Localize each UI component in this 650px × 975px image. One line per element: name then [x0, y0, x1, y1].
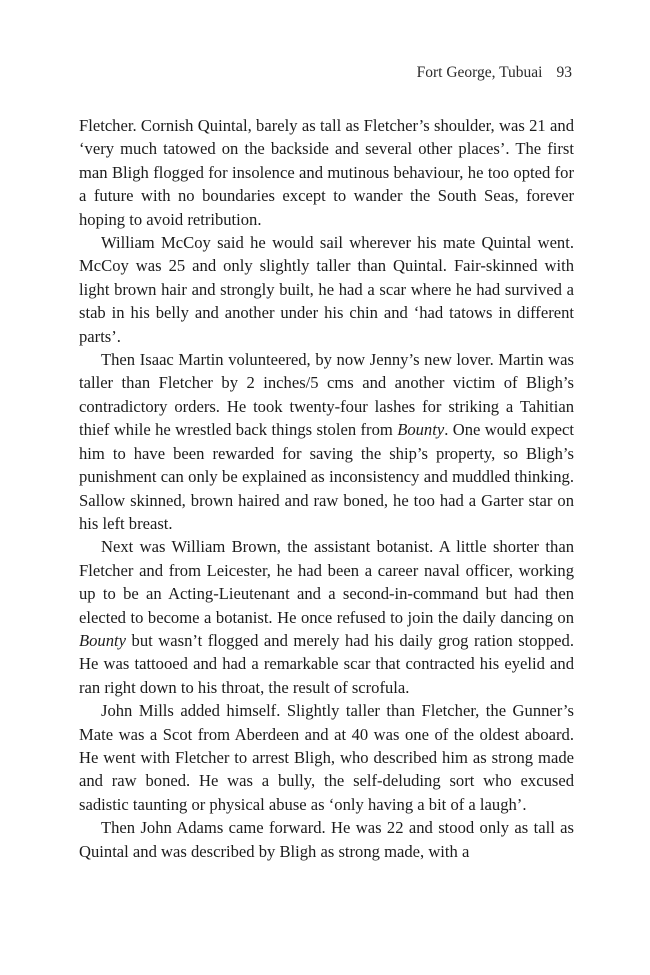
- page-number: 93: [556, 64, 572, 81]
- paragraph-5: [79, 699, 574, 816]
- ship-name-italic: Bounty: [79, 630, 127, 650]
- paragraph-text: but wasn’t flogged and merely had his daily grog ration stopped. He was tattooed and had a remarkable scar that contracted his eyelid and ran right down to his throat, the result of scrofula.: [79, 630, 574, 697]
- paragraph-4: [79, 535, 574, 699]
- paragraph-text: Then John Adams came forward. He was 22 and stood only as tall as Quintal and was described by Bligh as strong made, with a: [79, 818, 574, 861]
- paragraph-6: [79, 816, 574, 863]
- paragraph-text: Fletcher. Cornish Quintal, barely as tall as Fletcher’s shoulder, was 21 and ‘very much tatowed on the backside and several other places’. The first man Bligh flogged for insolence and mutinous behaviour, he too opted for a future with no boundaries except to wander the South Seas, forever hoping to avoid retribution.: [79, 116, 574, 229]
- body-text: [79, 114, 574, 863]
- running-header: [417, 63, 572, 83]
- paragraph-text: Then Isaac Martin volunteered, by now Jenny’s new lover. Martin was taller than Fletcher by 2 inches/5 cms and another victim of Bligh’s contradictory orders. He took twenty-four lashes for striking a Tahitian thief while he wrestled back things stolen from: [79, 350, 574, 440]
- paragraph-text: John Mills added himself. Slightly taller than Fletcher, the Gunner’s Mate was a Scot from Aberdeen and at 40 was one of the oldest aboard. He went with Fletcher to arrest Bligh, who described him as strong made and raw boned. He was a bully, the self-deluding sort who excused sadistic taunting or physical abuse as ‘only having a bit of a laugh’.: [79, 701, 574, 814]
- paragraph-2: [79, 231, 574, 348]
- ship-name-italic: Bounty: [397, 420, 445, 440]
- running-title: Fort George, Tubuai: [416, 64, 543, 81]
- paragraph-text: William McCoy said he would sail wherever his mate Quintal went. McCoy was 25 and only slightly taller than Quintal. Fair-skinned with light brown hair and strongly built, he had a scar where he had survived a stab in his belly and another under his chin and ‘had tatows in different parts’.: [79, 233, 574, 346]
- paragraph-text: . One would expect him to have been rewarded for saving the ship’s property, so Bligh’s punishment can only be explained as inconsistency and muddled thinking. Sallow skinned, brown haired and raw boned, he too had a Garter star on his left breast.: [79, 420, 574, 533]
- paragraph-text: Next was William Brown, the assistant botanist. A little shorter than Fletcher and from Leicester, he had been a career naval officer, working up to be an Acting-Lieutenant and a second-in-command but had then elected to become a botanist. He once refused to join the daily dancing on: [79, 537, 574, 627]
- paragraph-1: [79, 114, 574, 231]
- paragraph-3: [79, 348, 574, 535]
